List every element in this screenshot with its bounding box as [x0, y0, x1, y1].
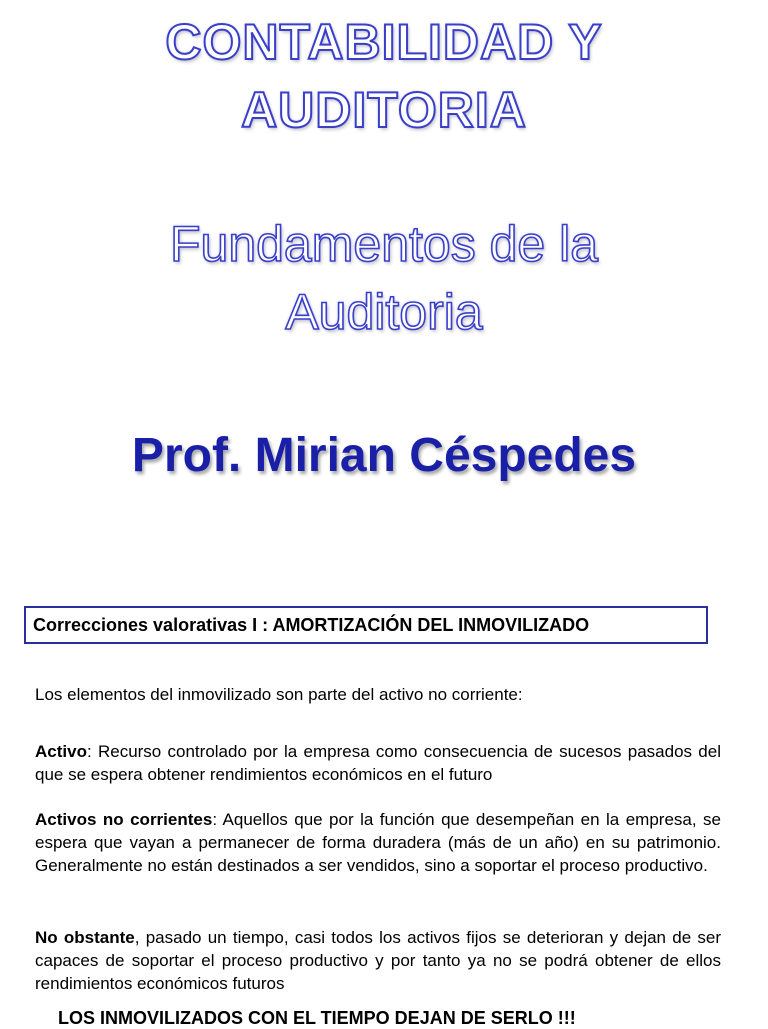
no-obstante-paragraph [35, 926, 721, 995]
subtitle-line-2: Auditoria [285, 284, 483, 340]
activo-term: Activo [35, 742, 87, 761]
activo-definition: : Recurso controlado por la empresa como consecuencia de sucesos pasados del que se espera obtener rendimientos económicos en el futuro [35, 742, 721, 784]
title-line-2: AUDITORIA [241, 82, 527, 138]
subtitle-line-1: Fundamentos de la [169, 216, 599, 272]
intro-paragraph: Los elementos del inmovilizado son parte del activo no corriente: [35, 685, 523, 704]
activos-no-corrientes-term: Activos no corrientes [35, 810, 213, 829]
activos-no-corrientes-definition: : Aquellos que por la función que desempeñan en la empresa, se espera que vayan a permanecer de forma duradera (más de un año) en su patrimonio. Generalmente no están destinados a ser vendidos, sino a soportar el proceso productivo. [35, 810, 721, 875]
no-obstante-term: No obstante [35, 928, 135, 947]
section-heading: Correcciones valorativas I : AMORTIZACIÓN DEL INMOVILIZADO [33, 614, 590, 635]
bottom-heading: LOS INMOVILIZADOS CON EL TIEMPO DEJAN DE SERLO !!! [58, 1008, 576, 1028]
activos-no-corrientes-paragraph [35, 808, 721, 877]
title-line-1: CONTABILIDAD Y [165, 14, 603, 70]
section-heading-box [24, 606, 708, 644]
professor-name: Prof. Mirian Céspedes [131, 429, 637, 482]
activo-paragraph [35, 740, 721, 786]
no-obstante-text: , pasado un tiempo, casi todos los activos fijos se deterioran y dejan de ser capaces de soportar el proceso productivo y por tanto ya no se podrá obtener de ellos rendimientos económicos futuros [35, 928, 722, 993]
